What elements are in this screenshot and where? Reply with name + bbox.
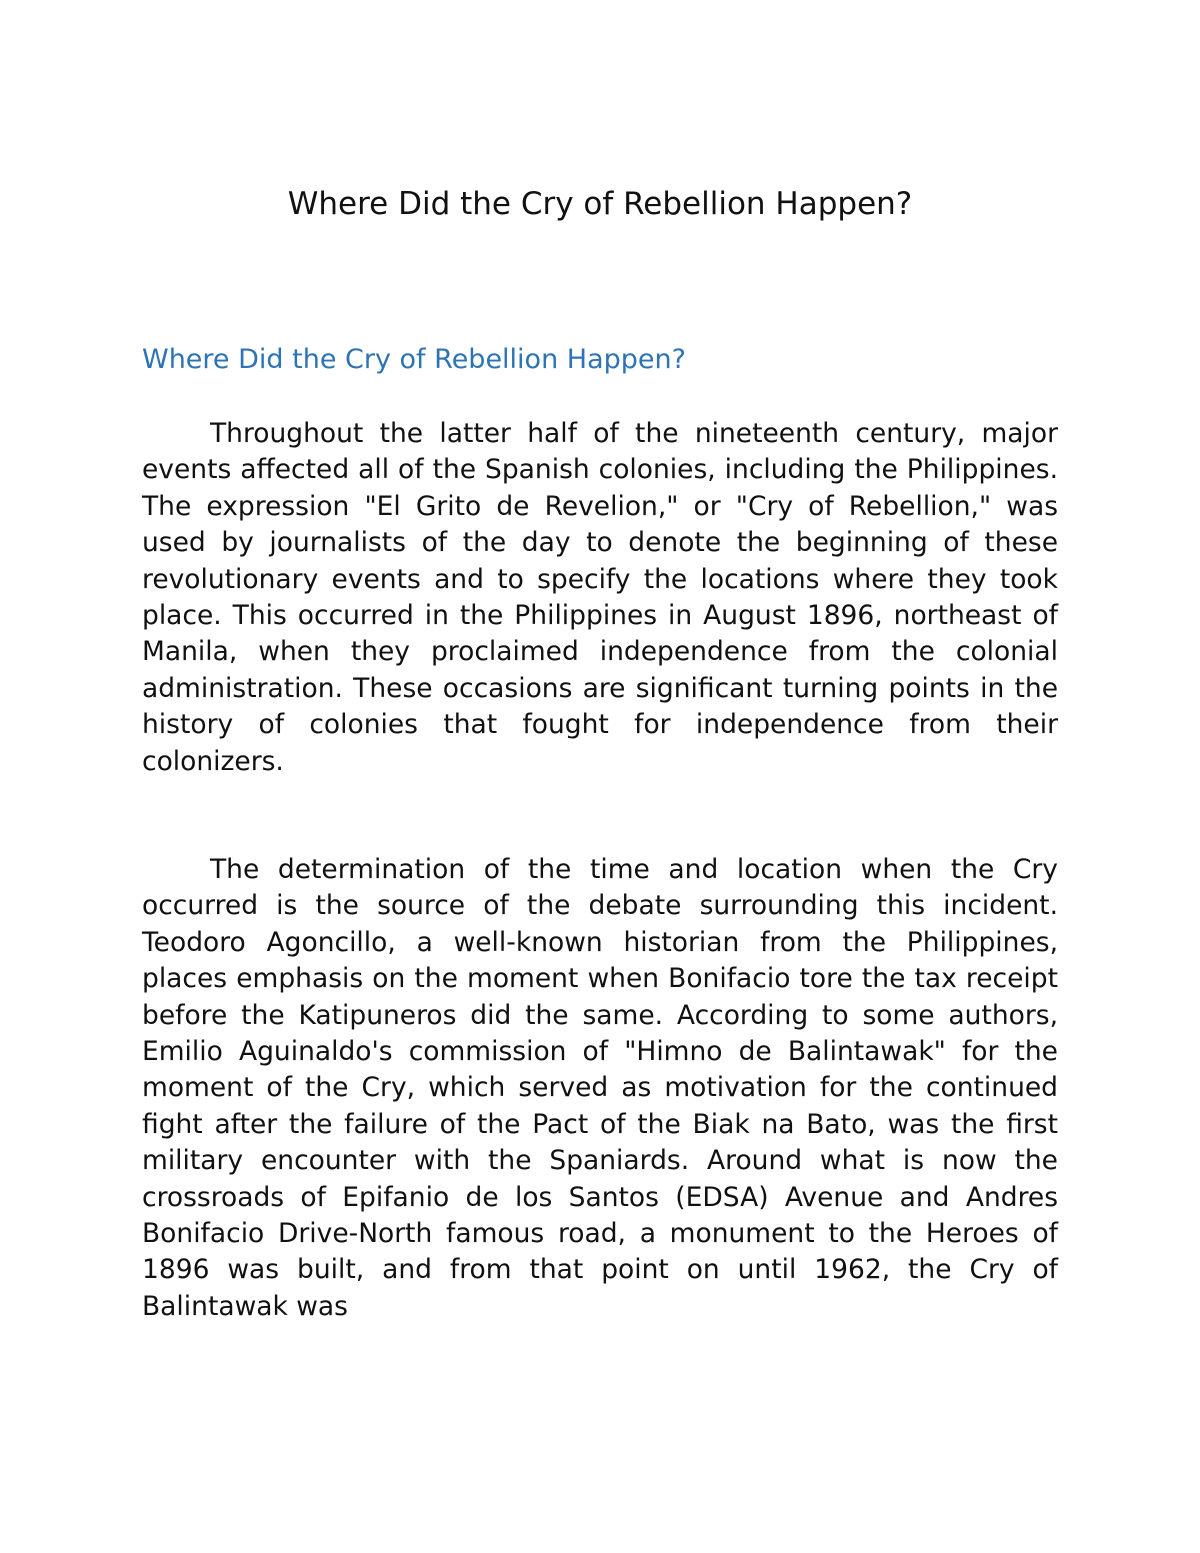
paragraph: Throughout the latter half of the nineteenth century, major events affected all of the Spanish colonies, including the Philippines. The expression "El Grito de Revelion," or "Cry of Rebellion," was used by journalists of the day to denote the beginning of these revolutionary events and to specify the locations where they took place. This occurred in the Philippines in August 1896, northeast of Manila, when they proclaimed independence from the colonial administration. These occasions are significant turning points in the history of colonies that fought for independence from their colonizers. xyxy=(142,418,1058,777)
section-heading: Where Did the Cry of Rebellion Happen? xyxy=(142,344,686,375)
document-title: Where Did the Cry of Rebellion Happen? xyxy=(287,186,913,222)
paragraph: The determination of the time and location when the Cry occurred is the source of the debate surrounding this incident. Teodoro Agoncillo, a well-known historian from the Philippines, places emphasis on the moment when Bonifacio tore the tax receipt before the Katipuneros did the same. According to some authors, Emilio Aguinaldo's commission of "Himno de Balintawak" for the moment of the Cry, which served as motivation for the continued fight after the failure of the Pact of the Biak na Bato, was the first military encounter with the Spaniards. Around what is now the crossroads of Epifanio de los Santos (EDSA) Avenue and Andres Bonifacio Drive-North famous road, a monument to the Heroes of 1896 was built, and from that point on until 1962, the Cry of Balintawak was xyxy=(142,854,1058,1322)
